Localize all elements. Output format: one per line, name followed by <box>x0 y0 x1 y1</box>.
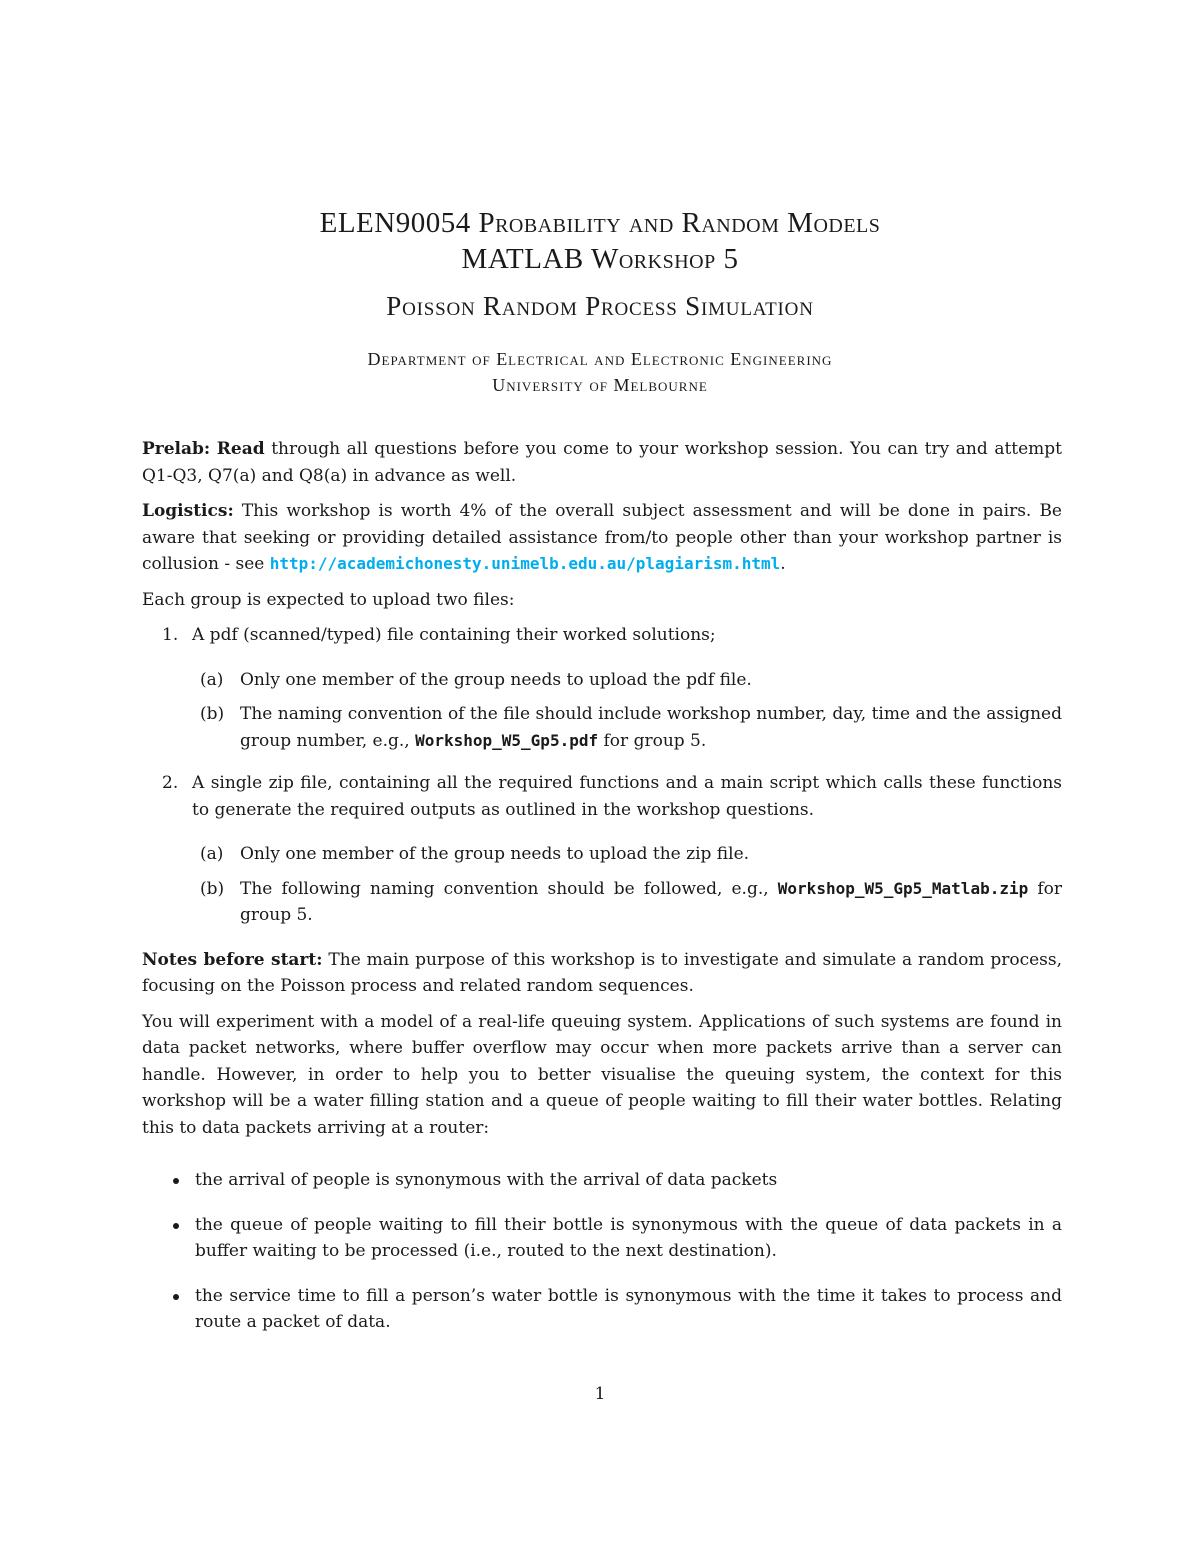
department: Department of Electrical and Electronic Engineering <box>367 349 833 369</box>
bullet-item <box>142 1283 1062 1336</box>
list-item <box>142 622 1062 754</box>
sub-list <box>192 667 1062 755</box>
sub-item-text: Only one member of the group needs to upload the pdf file. <box>240 669 752 690</box>
sub-list <box>192 841 1062 929</box>
plagiarism-link[interactable]: http://academichonesty.unimelb.edu.au/plagiarism.html <box>269 554 781 573</box>
prelab-paragraph <box>142 436 1062 489</box>
bullet-text: the service time to fill a person’s water bottle is synonymous with the time it takes to process and route a packet of data. <box>195 1285 1062 1332</box>
item-text: A single zip file, containing all the required functions and a main script which calls these functions to generate the required outputs as outlined in the workshop questions. <box>192 773 1062 820</box>
zip-filename: Workshop_W5_Gp5_Matlab.zip <box>777 878 1029 898</box>
bullet-text: the arrival of people is synonymous with the arrival of data packets <box>195 1170 778 1190</box>
sub-item-label: (a) <box>200 669 224 690</box>
sub-item-label: (b) <box>200 704 225 724</box>
item-text: A pdf (scanned/typed) file containing their worked solutions; <box>192 625 716 645</box>
prelab-read: Read <box>216 439 265 459</box>
sub-item-text: The naming convention of the file should include workshop number, day, time and the assigned group number, e.g., <box>240 704 1062 751</box>
logistics-label: Logistics: <box>142 501 234 521</box>
sub-item-label: (a) <box>200 844 224 864</box>
prelab-label: Prelab: <box>142 439 211 459</box>
page-number: 1 <box>594 1384 606 1404</box>
upload-list <box>142 622 1062 929</box>
course-title: ELEN90054 Probability and Random Models <box>319 207 881 239</box>
affiliation <box>0 346 1200 398</box>
bullet-icon <box>173 1294 179 1300</box>
sub-list-item <box>192 876 1062 929</box>
sub-list-item <box>192 701 1062 754</box>
bullet-item <box>142 1212 1062 1265</box>
pdf-filename: Workshop_W5_Gp5.pdf <box>415 730 599 750</box>
prelab-text: through all questions before you come to your workshop session. You can try and attempt Q1-Q3, Q7(a) and Q8(a) in advance as well. <box>142 439 1063 486</box>
logistics-paragraph <box>142 498 1062 578</box>
title-block <box>0 205 1200 398</box>
bullet-text: the queue of people waiting to fill their bottle is synonymous with the queue of data packets in a buffer waiting to be processed (i.e., routed to the next destination). <box>195 1214 1062 1261</box>
document-body <box>142 436 1062 1354</box>
sub-item-text-end: for group 5. <box>603 730 707 751</box>
notes-label: Notes before start: <box>142 949 323 970</box>
document-subtitle: Poisson Random Process Simulation <box>386 291 814 321</box>
item-number: 2. <box>162 773 179 793</box>
bullet-item <box>142 1167 1062 1194</box>
workshop-title: MATLAB Workshop 5 <box>461 243 739 275</box>
sub-item-text-end: for group 5. <box>240 878 1063 925</box>
sub-list-item <box>192 667 1062 694</box>
sub-item-text: Only one member of the group needs to upload the zip file. <box>240 844 750 864</box>
sub-item-label: (b) <box>200 878 225 899</box>
list-item <box>142 770 1062 929</box>
notes-text: The main purpose of this workshop is to investigate and simulate a random process, focusing on the Poisson process and related random sequences. <box>142 949 1063 996</box>
logistics-end: . <box>780 554 786 574</box>
logistics-text: This workshop is worth 4% of the overall subject assessment and will be done in pairs. Be aware that seeking or providing detailed assistance from/to people other than your workshop partner is collusion - see <box>142 501 1062 574</box>
bullet-icon <box>173 1223 179 1229</box>
university: University of Melbourne <box>492 375 708 395</box>
notes-paragraph <box>142 947 1062 1000</box>
upload-intro: Each group is expected to upload two files: <box>142 589 515 610</box>
sub-list-item <box>192 841 1062 868</box>
sub-item-text: The following naming convention should be followed, e.g., <box>240 878 769 899</box>
experiment-paragraph: You will experiment with a model of a real-life queuing system. Applications of such systems are found in data packet networks, where buffer overflow may occur when more packets arrive than a server can handle. However, in order to help you to better visualise the queuing system, the context for this workshop will be a water filling station and a queue of people waiting to fill their water bottles. Relating this to data packets arriving at a router: <box>142 1011 1062 1138</box>
item-number: 1. <box>162 625 179 645</box>
bullet-list <box>142 1167 1062 1336</box>
bullet-icon <box>173 1178 179 1184</box>
